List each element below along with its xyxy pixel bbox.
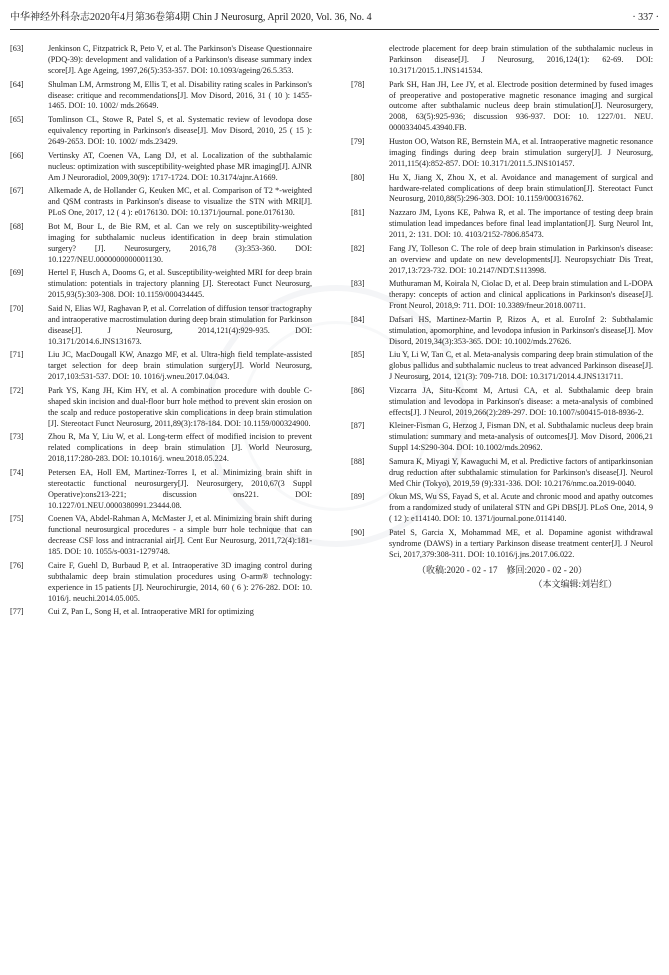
running-header xyxy=(10,11,659,30)
reference-number: [66] xyxy=(10,150,24,160)
reference-item xyxy=(10,607,312,618)
reference-text: Vertinsky AT, Coenen VA, Lang DJ, et al. Localization of the subthalamic nucleus: optimization with susceptibility-weighted phase MR imaging[J]. AJNR Am J Neuroradiol, 2009,30(9): 1717-1724. DOI: 10.3174/ajnr.A1669. xyxy=(48,150,312,182)
reference-item xyxy=(10,432,312,465)
reference-number: [90] xyxy=(351,528,365,538)
reference-text: Park YS, Kang JH, Kim HY, et al. A combination procedure with double C-shaped skin incision and dual-floor burr hole method to prevent skin erosion on the scalp and reduce postoperative skin complications in deep brain stimulation [J]. Stereotact Funct Neurosurg, 2011,89(3):178-184. DOI: 10.1159/000324900. xyxy=(48,385,312,428)
reference-text: Hertel F, Husch A, Dooms G, et al. Susceptibility-weighted MRI for deep brain stimulation: potentials in trajectory planning [J]. Stereotact Funct Neurosurg, 2015,93(5):303-308. DOI: 10.1159/000434445. xyxy=(48,268,312,300)
reference-item xyxy=(10,468,312,512)
reference-item xyxy=(10,386,312,430)
reference-item xyxy=(351,386,653,419)
reference-item xyxy=(351,244,653,277)
reference-text: Kleiner-Fisman G, Herzog J, Fisman DN, et al. Subthalamic nucleus deep brain stimulation: summary and meta-analysis of outcomes[J]. Mov Disord, 2006,21 Suppl 14:S290-304. DOI: 10.1002/mds.20962. xyxy=(389,421,653,453)
editor-note: （本文编辑:刘岩红） xyxy=(533,578,617,589)
page-number: · 337 · xyxy=(632,12,659,23)
reference-item xyxy=(10,222,312,266)
reference-item xyxy=(10,186,312,219)
reference-item xyxy=(351,208,653,241)
references-left-column xyxy=(10,44,312,621)
reference-number: [87] xyxy=(351,421,365,431)
reference-text: Muthuraman M, Koirala N, Ciolac D, et al. Deep brain stimulation and L-DOPA therapy: concepts of action and clinical applications in Parkinson's disease[J]. Front Neurol, 2018,9: 711. DOI: 10.3389/fneur.2018.00711. xyxy=(389,279,653,311)
reference-number: [73] xyxy=(10,432,24,442)
reference-item xyxy=(351,457,653,490)
reference-item xyxy=(10,514,312,558)
reference-number: [70] xyxy=(10,303,24,313)
reference-number: [80] xyxy=(351,172,365,182)
reference-item xyxy=(351,528,653,561)
reference-item xyxy=(351,137,653,170)
reference-number: [81] xyxy=(351,208,365,218)
reference-item xyxy=(10,44,312,77)
reference-text: Samura K, Miyagi Y, Kawaguchi M, et al. Predictive factors of antiparkinsonian drug reduction after subthalamic stimulation for Parkinson's disease[J]. Neurol Med Chir (Tokyo), 2019,59 (9):331-336. DOI: 10.2176/nmc.oa.2019-0040. xyxy=(389,456,653,488)
reference-number: [84] xyxy=(351,314,365,324)
reference-text: Liu Y, Li W, Tan C, et al. Meta-analysis comparing deep brain stimulation of the globus pallidus and subthalamic nucleus to treat advanced Parkinson disease[J]. J Neurosurg, 2014, 121(3): 709-718. DOI: 10.3171/2014.4.JNS131711. xyxy=(389,350,653,382)
reference-text: Cui Z, Pan L, Song H, et al. Intraoperative MRI for optimizing xyxy=(48,607,254,617)
reference-text: Coenen VA, Abdel-Rahman A, McMaster J, et al. Minimizing brain shift during functional neurosurgical procedures - a simple burr hole technique that can decrease CSF loss and intracranial air[J]. Cent Eur Neurosurg, 2011,72(4):181-185. DOI: 10. 1055/s-0031-1279748. xyxy=(48,514,312,557)
reference-number xyxy=(351,44,389,77)
reference-item xyxy=(10,151,312,184)
reference-text: Okun MS, Wu SS, Fayad S, et al. Acute and chronic mood and apathy outcomes from a randomized study of unilateral STN and GPi DBS[J]. PLoS One, 2014, 9 ( 12 ): e114140. DOI: 10. 1371/journal.pone.0114140. xyxy=(389,492,653,524)
reference-item xyxy=(351,315,653,348)
reference-text: Patel S, Garcia X, Mohammad ME, et al. Dopamine agonist withdrawal syndrome (DAWS) in a tertiary Parkinson disease treatment center[J]. J Neurol Sci, 2017,379:308-311. DOI: 10.1016/j.jns.2017.06.022. xyxy=(389,528,653,559)
reference-text: Nazzaro JM, Lyons KE, Pahwa R, et al. The importance of testing deep brain stimulation lead impedances before final lead implantation[J]. Surg Neurol Int, 2011, 2: 131. DOI: 10. 4103/2152-7806.85473. xyxy=(389,208,653,239)
reference-item xyxy=(351,44,653,77)
reference-number: [68] xyxy=(10,221,24,231)
reference-number: [78] xyxy=(351,79,365,89)
reference-item xyxy=(10,350,312,383)
reference-number: [77] xyxy=(10,607,24,617)
journal-citation-header: 中华神经外科杂志2020年4月第36卷第4期 Chin J Neurosurg, April 2020, Vol. 36, No. 4 xyxy=(10,12,372,23)
reference-item xyxy=(351,421,653,454)
reference-text: Caire F, Guehl D, Burbaud P, et al. Intraoperative 3D imaging control during subthalamic deep brain stimulation procedures using O-arm® technology: experience in 15 patients [J]. Neurochirurgie, 2014, 60 ( 6 ): 276-282. DOI: 10. 1016/j. neuchi.2014.05.005. xyxy=(48,560,312,603)
reference-text: Alkemade A, de Hollander G, Keuken MC, et al. Comparison of T2 *-weighted and QSM contrasts in Parkinson's disease to visualize the STN with MRI[J]. PLoS One, 2017, 12 ( 4 ): e0176130. DOI: 10.1371/journal. pone.0176130. xyxy=(48,186,312,218)
reference-number: [75] xyxy=(10,514,24,524)
reference-text: electrode placement for deep brain stimulation of the subthalamic nucleus in Parkinson disease[J]. J Neurosurg, 2016,124(1): 62-69. DOI: 10.3171/2015.1.JNS141534. xyxy=(389,44,653,75)
reference-item xyxy=(351,350,653,383)
reference-number: [72] xyxy=(10,385,24,395)
reference-number: [83] xyxy=(351,279,365,289)
reference-number: [89] xyxy=(351,492,365,502)
received-dates: （收稿:2020 - 02 - 17 修回:2020 - 02 - 20） xyxy=(417,564,587,575)
reference-item xyxy=(351,492,653,525)
reference-number: [64] xyxy=(10,79,24,89)
reference-number: [86] xyxy=(351,385,365,395)
reference-text: Tomlinson CL, Stowe R, Patel S, et al. Systematic review of levodopa dose equivalency reporting in Parkinson's disease[J]. Mov Disord, 2010, 25 ( 15 ): 2649-2653. DOI: 10. 1002/ mds.23429. xyxy=(48,115,312,146)
reference-number: [71] xyxy=(10,350,24,360)
reference-number: [76] xyxy=(10,560,24,570)
reference-text: Hu X, Jiang X, Zhou X, et al. Avoidance and management of surgical and hardware-related complications of deep brain stimulation[J]. Stereotact Funct Neurosurg, 2010,88(5):296-303. DOI: 10.1159/000316762. xyxy=(389,172,653,204)
reference-text: Shulman LM, Armstrong M, Ellis T, et al. Disability rating scales in Parkinson's disease: critique and recommendations[J]. Mov Disord, 2016, 31 ( 10 ): 1455-1465. DOI: 10. 1002/ mds.26649. xyxy=(48,79,312,111)
reference-item xyxy=(10,268,312,301)
reference-item xyxy=(10,80,312,113)
reference-number: [82] xyxy=(351,243,365,253)
reference-number: [74] xyxy=(10,467,24,477)
reference-text: Zhou R, Ma Y, Liu W, et al. Long-term effect of modified incision to prevent related complications in deep brain stimulation [J]. World Neurosurg, 2018,117:280-283. DOI: 10.1016/j. wneu.2018.05.224. xyxy=(48,432,312,464)
reference-text: Huston OO, Watson RE, Bernstein MA, et al. Intraoperative magnetic resonance imaging findings during deep brain stimulation surgery[J]. J Neurosurg, 2011,115(4):852-857. DOI: 10.3171/2011.5.JNS101457. xyxy=(389,137,653,168)
reference-item xyxy=(351,279,653,312)
reference-text: Said N, Elias WJ, Raghavan P, et al. Correlation of diffusion tensor tractography and intraoperative macrostimulation during deep brain stimulation for Parkinson disease[J]. J Neurosurg, 2014,121(4):929-935. DOI: 10.3171/2014.6.JNS131673. xyxy=(48,303,312,346)
references-right-column xyxy=(351,44,653,590)
reference-text: Petersen EA, Holl EM, Martinez-Torres I, et al. Minimizing brain shift in stereotactic functional neurosurgery[J]. Neurosurgery, 2010,67(3 Suppl Operative):ons213-221; discussion ons221. DOI: 10.1227/01.NEU.0000380991.23444.08. xyxy=(48,467,312,510)
reference-text: Park SH, Han JH, Lee JY, et al. Electrode position determined by fused images of preoperative and postoperative magnetic resonance imaging and surgical outcome after subthalamic nucleus deep brain stimulation[J]. Neurosurgery, 2008, 63(5):925-936; discussion 936-937. DOI: 10. 1227/01. NEU. 0000334045.43940.FB. xyxy=(389,79,653,133)
reference-item xyxy=(10,561,312,605)
reference-text: Jenkinson C, Fitzpatrick R, Peto V, et al. The Parkinson's Disease Questionnaire (PDQ-39): development and validation of a Parkinson's disease summary index score[J]. Age Ageing, 1997,26(5):353-357. DOI: 10.1093/ageing/26.5.353. xyxy=(48,44,312,75)
reference-item xyxy=(351,80,653,135)
reference-text: Bot M, Bour L, de Bie RM, et al. Can we rely on susceptibility-weighted imaging for subthalamic nucleus identification in deep brain stimulation surgery? [J]. Neurosurgery, 2016,78 (3):353-360. DOI: 10.1227/NEU.0000000000001130. xyxy=(48,221,312,264)
reference-text: Fang JY, Tolleson C. The role of deep brain stimulation in Parkinson's disease: an overview and update on new developments[J]. Neuropsychiatr Dis Treat, 2017,13:723-732. DOI: 10.2147/NDT.S113998. xyxy=(389,243,653,275)
reference-item xyxy=(10,115,312,148)
reference-number: [79] xyxy=(351,137,365,146)
reference-item xyxy=(10,304,312,348)
reference-text: Dafsari HS, Martinez-Martin P, Rizos A, et al. EuroInf 2: Subthalamic stimulation, apomorphine, and levodopa infusion in Parkinson's disease[J]. Mov Disord, 2019,34(3):353-365. DOI: 10.1002/mds.27626. xyxy=(389,314,653,346)
reference-number: [69] xyxy=(10,268,24,278)
reference-item xyxy=(351,173,653,206)
reference-number: [67] xyxy=(10,186,24,196)
reference-number: [88] xyxy=(351,456,365,466)
reference-number: [65] xyxy=(10,115,24,125)
reference-text: Vizcarra JA, Situ-Kcomt M, Artusi CA, et al. Subthalamic deep brain stimulation and levodopa in Parkinson's disease: a meta-analysis of combined effects[J]. J Neurol, 2019,266(2):289-297. DOI: 10.1007/s00415-018-8936-2. xyxy=(389,385,653,417)
reference-number: [63] xyxy=(10,44,24,53)
reference-text: Liu JC, MacDougall KW, Anazgo MF, et al. Ultra-high field template-assisted target selection for deep brain stimulation surgery[J]. World Neurosurg, 2017,103:531-537. DOI: 10. 1016/j.wneu.2017.04.043. xyxy=(48,350,312,382)
reference-number: [85] xyxy=(351,350,365,360)
